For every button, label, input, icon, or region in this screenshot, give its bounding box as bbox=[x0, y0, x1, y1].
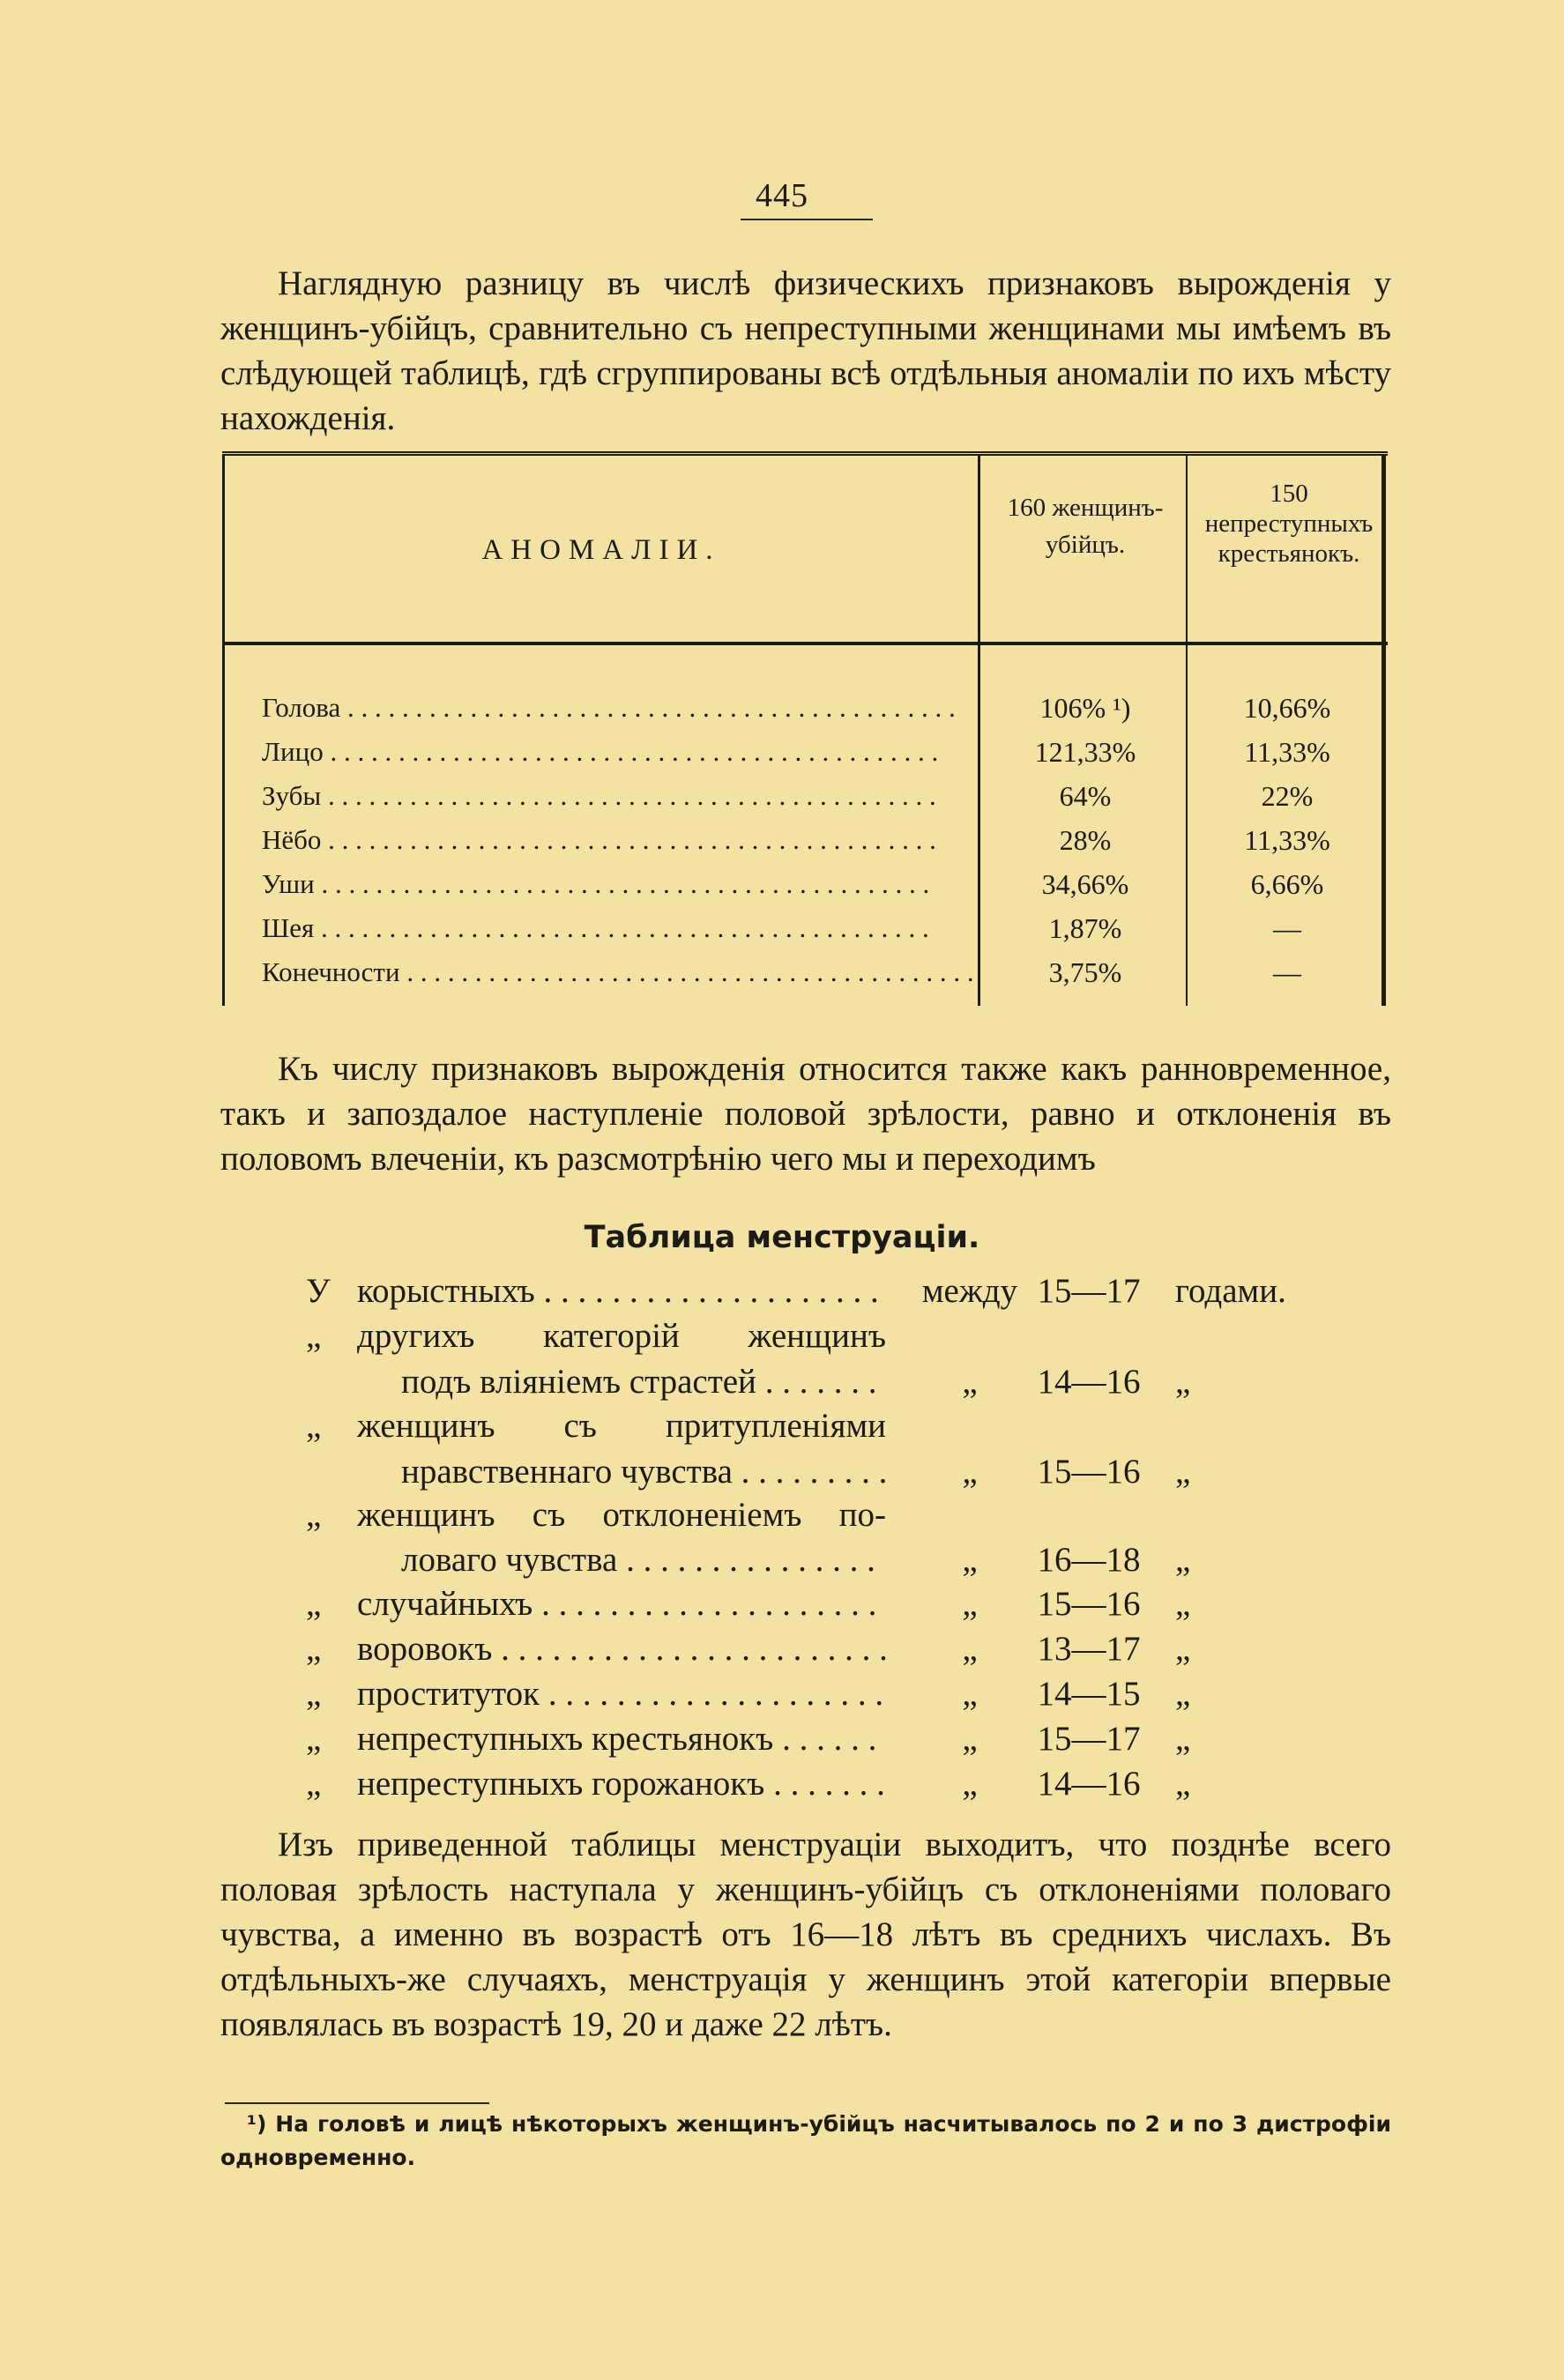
degeneration-paragraph: Къ числу признаковъ вырожденія относится также какъ ранновременное, такъ и запоздалое наступленіе половой зрѣлости, равно и отклоненія въ половомъ влеченіи, къ разсмотрѣнію чего мы и переходимъ bbox=[220, 1050, 1391, 1178]
header-women-killers: 160 женщинъ-убійцъ. bbox=[1007, 494, 1164, 559]
category-label: непреступныхъ крестьянокъ . . . bbox=[357, 1719, 886, 1759]
page-number-rule bbox=[741, 219, 873, 220]
range-suffix: годами. bbox=[1175, 1272, 1286, 1310]
age-range: 14—16 bbox=[1037, 1765, 1141, 1803]
value-women-killers: 28% bbox=[1059, 824, 1112, 856]
row-prefix: „ bbox=[306, 1496, 322, 1534]
age-range: 16—18 bbox=[1037, 1541, 1141, 1579]
menstruation-row bbox=[0, 1362, 1564, 1406]
range-suffix: „ bbox=[1175, 1720, 1191, 1758]
intro-paragraph: Наглядную разницу въ числѣ физическихъ признаковъ вырожденія у женщинъ-убійцъ, сравнительно съ непреступными женщинами мы имѣемъ въ слѣдующей таблицѣ, гдѣ сгруппированы всѣ отдѣльныя аномаліи по ихъ мѣсту нахожденія. bbox=[220, 264, 1391, 437]
category-label: женщинъ съ притупленіями bbox=[357, 1407, 886, 1445]
category-label-continued: нравственнаго чувства . . . bbox=[401, 1452, 886, 1491]
value-peasant-women: — bbox=[1273, 912, 1301, 944]
age-range: 15—16 bbox=[1037, 1585, 1141, 1623]
category-label-continued: ловаго чувства . . . bbox=[401, 1540, 886, 1580]
row-prefix: „ bbox=[306, 1630, 322, 1668]
category-label: женщинъ съ отклоненіемъ по- bbox=[357, 1496, 886, 1534]
category-label: проституток . . . bbox=[357, 1674, 886, 1714]
anomaly-name: Голова . . . bbox=[262, 692, 976, 724]
range-suffix: „ bbox=[1175, 1675, 1191, 1713]
table-row bbox=[222, 780, 1388, 824]
age-range: 14—16 bbox=[1037, 1363, 1141, 1401]
anomaly-name: Зубы . . . bbox=[262, 780, 976, 812]
footnote: ¹) На головѣ и лицѣ нѣкоторыхъ женщинъ-убійцъ насчитывалось по 2 и по 3 дистрофіи одновременно. bbox=[220, 2111, 1391, 2170]
row-prefix: „ bbox=[306, 1407, 322, 1445]
header-peasant-women: 150 непреступныхъ крестьянокъ. bbox=[1204, 480, 1374, 568]
anomaly-name: Шея . . . bbox=[262, 912, 976, 944]
row-prefix: „ bbox=[306, 1317, 322, 1355]
menstruation-row bbox=[0, 1452, 1564, 1496]
value-peasant-women: 22% bbox=[1261, 780, 1314, 812]
row-prefix: „ bbox=[306, 1765, 322, 1803]
age-range: 15—16 bbox=[1037, 1453, 1141, 1491]
menstruation-row bbox=[0, 1406, 1564, 1450]
table-row bbox=[222, 912, 1388, 956]
menstruation-row bbox=[0, 1674, 1564, 1718]
value-peasant-women: 6,66% bbox=[1250, 868, 1324, 900]
category-label: корыстныхъ . . . bbox=[357, 1271, 886, 1311]
table-row bbox=[222, 868, 1388, 912]
conclusion-paragraph: Изъ приведенной таблицы менструаціи выходитъ, что позднѣе всего половая зрѣлость наступала у женщинъ-убійцъ съ отклоненіями половаго чувства, а именно въ возрастѣ отъ 16—18 лѣтъ въ среднихъ числахъ. Въ отдѣльныхъ-же случаяхъ, менструація у женщинъ этой категоріи впервые появлялась въ возрастѣ 19, 20 и даже 22 лѣтъ. bbox=[220, 1826, 1391, 2043]
header-anomalies: АНОМАЛІИ. bbox=[481, 534, 721, 566]
category-label: случайныхъ . . . bbox=[357, 1584, 886, 1624]
anomaly-table bbox=[222, 451, 1388, 1006]
range-word: „ bbox=[962, 1630, 978, 1668]
menstruation-row bbox=[0, 1584, 1564, 1628]
table-row bbox=[222, 824, 1388, 868]
menstruation-row bbox=[0, 1495, 1564, 1539]
table-row bbox=[222, 956, 1388, 1000]
range-suffix: „ bbox=[1175, 1363, 1191, 1401]
table-header-rule bbox=[222, 642, 1388, 645]
menstruation-row bbox=[0, 1271, 1564, 1315]
range-suffix: „ bbox=[1175, 1585, 1191, 1623]
age-range: 15—17 bbox=[1037, 1720, 1141, 1758]
age-range: 13—17 bbox=[1037, 1630, 1141, 1668]
value-women-killers: 121,33% bbox=[1034, 736, 1136, 768]
table-row bbox=[222, 692, 1388, 736]
range-suffix: „ bbox=[1175, 1541, 1191, 1579]
menstruation-row bbox=[0, 1764, 1564, 1808]
range-suffix: „ bbox=[1175, 1453, 1191, 1491]
value-peasant-women: 11,33% bbox=[1244, 736, 1330, 768]
range-word: „ bbox=[962, 1585, 978, 1623]
range-suffix: „ bbox=[1175, 1630, 1191, 1668]
age-range: 14—15 bbox=[1037, 1675, 1141, 1713]
menstruation-row bbox=[0, 1316, 1564, 1360]
menstruation-row bbox=[0, 1540, 1564, 1584]
menstruation-table-title: Таблица менструаціи. bbox=[584, 1220, 980, 1255]
value-peasant-women: 11,33% bbox=[1244, 824, 1330, 856]
menstruation-row bbox=[0, 1719, 1564, 1763]
anomaly-name: Уши . . . bbox=[262, 868, 976, 900]
anomaly-name: Конечности . . . bbox=[262, 956, 976, 988]
value-women-killers: 64% bbox=[1059, 780, 1112, 812]
row-prefix: „ bbox=[306, 1675, 322, 1713]
value-peasant-women: 10,66% bbox=[1243, 692, 1331, 724]
range-word: „ bbox=[962, 1720, 978, 1758]
anomaly-name: Лицо . . . bbox=[262, 736, 976, 768]
page-number: 445 bbox=[756, 177, 808, 214]
range-word: „ bbox=[962, 1363, 978, 1401]
category-label: воровокъ . . . bbox=[357, 1629, 886, 1669]
value-women-killers: 106% ¹) bbox=[1039, 692, 1131, 724]
range-word: „ bbox=[962, 1765, 978, 1803]
table-row bbox=[222, 736, 1388, 780]
row-prefix: „ bbox=[306, 1585, 322, 1623]
footnote-rule bbox=[225, 2102, 489, 2104]
range-word: „ bbox=[962, 1675, 978, 1713]
row-prefix: У bbox=[306, 1272, 331, 1310]
anomaly-name: Нёбо . . . bbox=[262, 824, 976, 856]
range-word: „ bbox=[962, 1541, 978, 1579]
row-prefix: „ bbox=[306, 1720, 322, 1758]
range-word: между bbox=[921, 1272, 1018, 1310]
menstruation-row bbox=[0, 1629, 1564, 1673]
category-label-continued: подъ вліяніемъ страстей . . . bbox=[401, 1362, 886, 1402]
range-suffix: „ bbox=[1175, 1765, 1191, 1803]
range-word: „ bbox=[962, 1453, 978, 1491]
category-label: непреступныхъ горожанокъ . . . bbox=[357, 1764, 886, 1804]
value-women-killers: 3,75% bbox=[1048, 956, 1122, 988]
value-women-killers: 34,66% bbox=[1041, 868, 1129, 900]
category-label: другихъ категорій женщинъ bbox=[357, 1317, 886, 1355]
value-peasant-women: — bbox=[1273, 956, 1301, 988]
value-women-killers: 1,87% bbox=[1048, 912, 1122, 944]
age-range: 15—17 bbox=[1037, 1272, 1141, 1310]
